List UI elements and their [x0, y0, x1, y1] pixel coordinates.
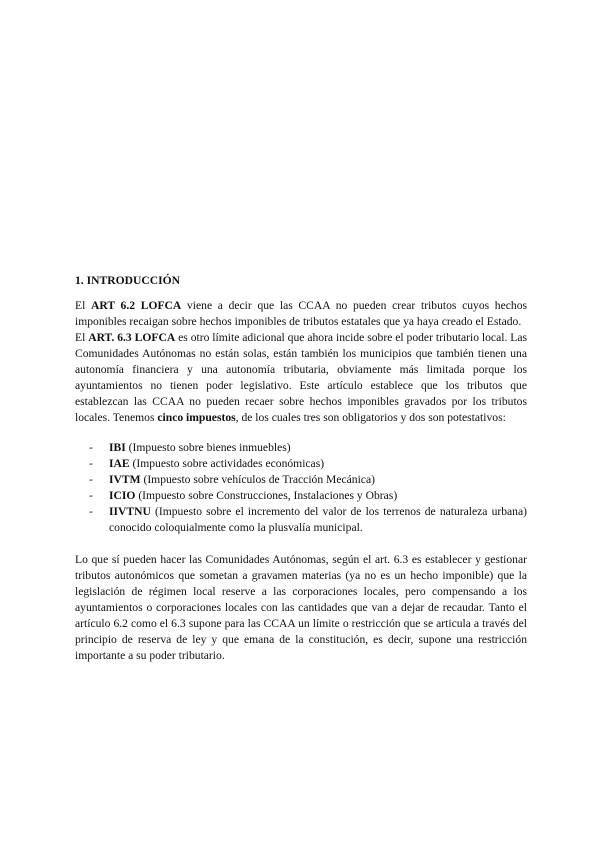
law-reference: ART 6.2 LOFCA [91, 299, 182, 312]
document-page [75, 273, 527, 664]
list-item [75, 456, 527, 472]
tax-abbreviation: IVTM [109, 473, 141, 486]
list-item [75, 440, 527, 456]
paragraph-text: El [75, 331, 89, 344]
section-heading: 1. INTRODUCCIÓN [75, 274, 180, 287]
tax-description: (Impuesto sobre actividades económicas) [129, 457, 325, 470]
tax-abbreviation: IAE [109, 457, 130, 470]
list-dash: - [89, 473, 93, 486]
paragraph-art-6-2 [75, 298, 527, 330]
list-item [75, 472, 527, 488]
list-dash: - [89, 457, 93, 470]
tax-description: (Impuesto sobre el incremento del valor de los terrenos de naturaleza urbana) conocido coloquialmente como la plusvalía municipal. [109, 505, 527, 534]
paragraph-text: es otro límite adicional que ahora incide sobre el poder tributario local. Las Comunidades Autónomas no están solas, están también los municipios que también tienen una autonomía financiera y una autonomía tributaria, obviamente más limitada porque los ayuntamientos no tienen poder legislativo. Este artículo establece que los tributos que establezcan las CCAA no pueden recaer sobre hechos imponibles gravados por los tributos locales. Tenemos [75, 331, 527, 424]
list-dash: - [89, 441, 93, 454]
tax-abbreviation: IIVTNU [109, 505, 151, 518]
list-dash: - [89, 505, 93, 518]
tax-list [75, 440, 527, 536]
emphasis-text: cinco impuestos [157, 411, 236, 424]
tax-abbreviation: ICIO [109, 489, 136, 502]
tax-description: (Impuesto sobre bienes inmuebles) [125, 441, 291, 454]
paragraph-text: , de los cuales tres son obligatorios y dos son potestativos: [235, 411, 506, 424]
law-reference: ART. 6.3 LOFCA [88, 331, 176, 344]
paragraph-art-6-3 [75, 330, 527, 426]
tax-description: (Impuesto sobre Construcciones, Instalaciones y Obras) [135, 489, 398, 502]
list-item [75, 504, 527, 536]
paragraph-text: viene a decir que las CCAA no pueden crear tributos cuyos hechos imponibles recaigan sobre hechos imponibles de tributos estatales que ya haya creado el Estado. [75, 299, 528, 328]
list-dash: - [89, 489, 93, 502]
tax-abbreviation: IBI [109, 441, 126, 454]
paragraph-conclusion: Lo que sí pueden hacer las Comunidades Autónomas, según el art. 6.3 es establecer y gestionar tributos autonómicos que sometan a gravamen materias (ya no es un hecho imponible) que la legislación de régimen local reserve a las corporaciones locales, pero compensando a los ayuntamientos o corporaciones locales con las cantidades que van a dejar de recaudar. Tanto el artículo 6.2 como el 6.3 supone para las CCAA un límite o restricción que se articula a través del principio de reserva de ley y que emana de la constitución, es decir, supone una restricción importante a su poder tributario. [75, 553, 527, 662]
list-item [75, 488, 527, 504]
paragraph-text: El [75, 299, 91, 312]
tax-description: (Impuesto sobre vehículos de Tracción Mecánica) [140, 473, 375, 486]
